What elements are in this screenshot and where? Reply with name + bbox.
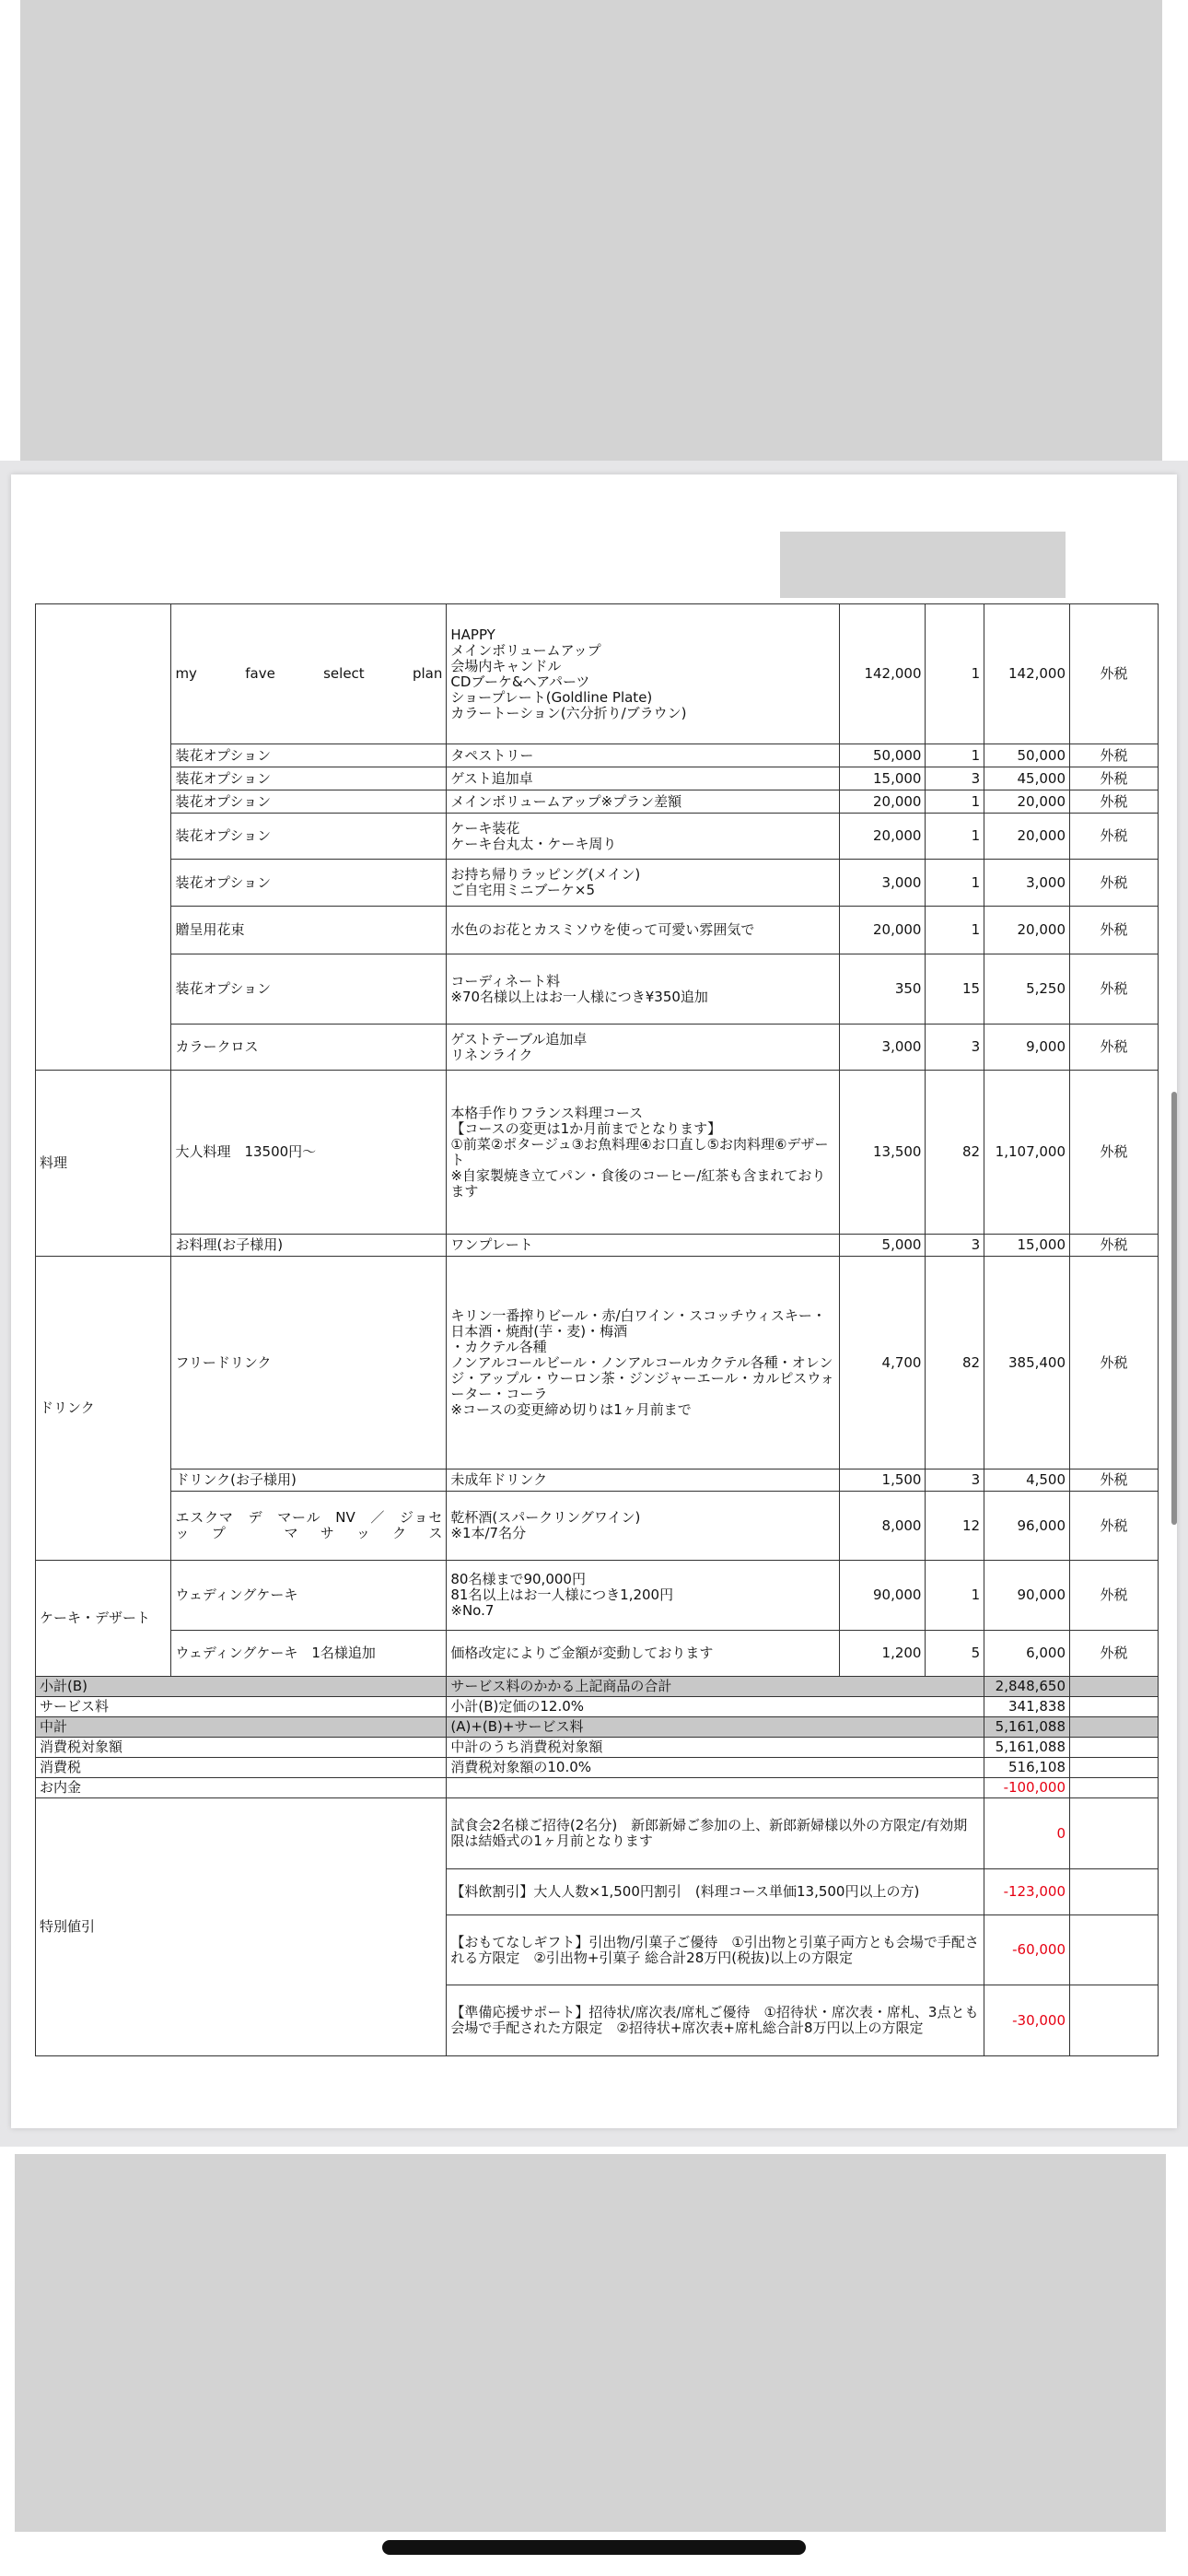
item-cell: お料理(お子様用) <box>171 1235 447 1257</box>
item-cell: my fave select plan <box>171 604 447 744</box>
tax-cell: 外税 <box>1070 1025 1159 1071</box>
unit-price-cell: 5,000 <box>839 1235 926 1257</box>
amount-cell: 385,400 <box>984 1257 1070 1469</box>
description-cell: HAPPY メインボリュームアップ 会場内キャンドル CDブーケ&ヘアパーツ ショープレート(Goldline Plate) カラートーション(六分折り/ブラウン) <box>447 604 839 744</box>
table-row <box>36 1257 1159 1469</box>
description-cell: 未成年ドリンク <box>447 1469 839 1492</box>
subtotal-row <box>36 1677 1159 1697</box>
amount-cell: 50,000 <box>984 744 1070 767</box>
discount-amount: 0 <box>984 1798 1070 1869</box>
unit-price-cell: 20,000 <box>839 790 926 814</box>
description-cell: キリン一番搾りビール・赤/白ワイン・スコッチウィスキー・日本酒・焼酎(芋・麦)・梅酒 ・カクテル各種 ノンアルコールビール・ノンアルコールカクテル各種・オレンジ・アップル・ウーロン茶・ジンジャーエール・カルピスウォーター・コーラ ※コースの変更締め切りは1ヶ月前まで <box>447 1257 839 1469</box>
unit-price-cell: 350 <box>839 954 926 1025</box>
summary-amount: 341,838 <box>984 1697 1070 1717</box>
deposit-row <box>36 1778 1159 1798</box>
midtotal-row <box>36 1717 1159 1738</box>
discount-label: 特別値引 <box>36 1798 447 2056</box>
amount-cell: 9,000 <box>984 1025 1070 1071</box>
table-row <box>36 604 1159 744</box>
table-row <box>36 1071 1159 1235</box>
unit-price-cell: 20,000 <box>839 814 926 860</box>
category-cell: ドリンク <box>36 1257 171 1561</box>
description-cell: ワンプレート <box>447 1235 839 1257</box>
previous-page <box>0 0 1188 461</box>
discount-description: 試食会2名様ご招待(2名分) 新郎新婦ご参加の上、新郎新婦様以外の方限定/有効期限は結婚式の1ヶ月前となります <box>447 1798 984 1869</box>
tax-cell: 外税 <box>1070 907 1159 954</box>
quantity-cell: 82 <box>926 1257 984 1469</box>
tax-cell: 外税 <box>1070 1469 1159 1492</box>
item-cell: 装花オプション <box>171 954 447 1025</box>
unit-price-cell: 3,000 <box>839 1025 926 1071</box>
item-cell: 装花オプション <box>171 814 447 860</box>
description-cell: メインボリュームアップ※プラン差額 <box>447 790 839 814</box>
tax-cell: 外税 <box>1070 814 1159 860</box>
description-cell: 本格手作りフランス料理コース 【コースの変更は1か月前までとなります】 ①前菜②ポタージュ③お魚料理④お口直し⑤お肉料理⑥デザート ※自家製焼き立てパン・食後のコーヒー/紅茶も含まれております <box>447 1071 839 1235</box>
summary-label: お内金 <box>36 1778 447 1798</box>
amount-cell: 3,000 <box>984 860 1070 907</box>
table-row <box>36 744 1159 767</box>
summary-amount: 516,108 <box>984 1758 1070 1778</box>
summary-description: (A)+(B)+サービス料 <box>447 1717 984 1738</box>
item-cell: 装花オプション <box>171 767 447 790</box>
summary-label: 消費税対象額 <box>36 1738 447 1758</box>
next-page <box>0 2147 1188 2576</box>
summary-description: サービス料のかかる上記商品の合計 <box>447 1677 984 1697</box>
unit-price-cell: 50,000 <box>839 744 926 767</box>
tax-cell: 外税 <box>1070 1071 1159 1235</box>
quantity-cell: 1 <box>926 814 984 860</box>
taxable-row <box>36 1738 1159 1758</box>
item-cell: カラークロス <box>171 1025 447 1071</box>
consumption-tax-row <box>36 1758 1159 1778</box>
discount-description: 【おもてなしギフト】引出物/引菓子ご優待 ①引出物と引菓子両方とも会場で手配される方限定 ②引出物+引菓子 総合計28万円(税抜)以上の方限定 <box>447 1915 984 1985</box>
discount-description: 【準備応援サポート】招待状/席次表/席札ご優待 ①招待状・席次表・席札、3点とも会場で手配された方限定 ②招待状+席次表+席札総合計8万円以上の方限定 <box>447 1985 984 2056</box>
amount-cell: 20,000 <box>984 790 1070 814</box>
redacted-area <box>20 0 1162 461</box>
tax-cell: 外税 <box>1070 1492 1159 1561</box>
quantity-cell: 15 <box>926 954 984 1025</box>
unit-price-cell: 4,700 <box>839 1257 926 1469</box>
summary-description <box>447 1778 984 1798</box>
quantity-cell: 3 <box>926 1235 984 1257</box>
discount-amount: -60,000 <box>984 1915 1070 1985</box>
amount-cell: 1,107,000 <box>984 1071 1070 1235</box>
tax-cell: 外税 <box>1070 1631 1159 1677</box>
category-cell: 料理 <box>36 1071 171 1257</box>
table-row <box>36 1235 1159 1257</box>
amount-cell: 20,000 <box>984 814 1070 860</box>
description-cell: 80名様まで90,000円 81名以上はお一人様につき1,200円 ※No.7 <box>447 1561 839 1631</box>
unit-price-cell: 1,200 <box>839 1631 926 1677</box>
category-cell <box>36 604 171 1071</box>
description-cell: コーディネート料 ※70名様以上はお一人様につき¥350追加 <box>447 954 839 1025</box>
unit-price-cell: 8,000 <box>839 1492 926 1561</box>
tax-cell: 外税 <box>1070 1561 1159 1631</box>
service-fee-row <box>36 1697 1159 1717</box>
discount-row <box>36 1798 1159 1869</box>
redacted-area <box>15 2154 1166 2532</box>
quantity-cell: 12 <box>926 1492 984 1561</box>
description-cell: ケーキ装花 ケーキ台丸太・ケーキ周り <box>447 814 839 860</box>
item-cell: フリードリンク <box>171 1257 447 1469</box>
quantity-cell: 1 <box>926 1561 984 1631</box>
tax-cell: 外税 <box>1070 1235 1159 1257</box>
unit-price-cell: 20,000 <box>839 907 926 954</box>
tax-cell: 外税 <box>1070 744 1159 767</box>
summary-amount: 5,161,088 <box>984 1738 1070 1758</box>
discount-description: 【料飲割引】大人人数×1,500円割引 (料理コース単価13,500円以上の方) <box>447 1869 984 1915</box>
summary-label: サービス料 <box>36 1697 447 1717</box>
home-indicator[interactable] <box>382 2540 806 2555</box>
discount-amount: -30,000 <box>984 1985 1070 2056</box>
table-row <box>36 954 1159 1025</box>
amount-cell: 6,000 <box>984 1631 1070 1677</box>
unit-price-cell: 13,500 <box>839 1071 926 1235</box>
description-cell: 乾杯酒(スパークリングワイン) ※1本/7名分 <box>447 1492 839 1561</box>
unit-price-cell: 90,000 <box>839 1561 926 1631</box>
item-cell: ウェディングケーキ <box>171 1561 447 1631</box>
tax-cell: 外税 <box>1070 790 1159 814</box>
amount-cell: 4,500 <box>984 1469 1070 1492</box>
tax-cell: 外税 <box>1070 604 1159 744</box>
table-row <box>36 790 1159 814</box>
amount-cell: 20,000 <box>984 907 1070 954</box>
quantity-cell: 1 <box>926 860 984 907</box>
quantity-cell: 1 <box>926 907 984 954</box>
table-row <box>36 860 1159 907</box>
unit-price-cell: 1,500 <box>839 1469 926 1492</box>
summary-amount: 2,848,650 <box>984 1677 1070 1697</box>
item-cell: 大人料理 13500円〜 <box>171 1071 447 1235</box>
unit-price-cell: 3,000 <box>839 860 926 907</box>
table-row <box>36 907 1159 954</box>
quantity-cell: 5 <box>926 1631 984 1677</box>
summary-description: 小計(B)定価の12.0% <box>447 1697 984 1717</box>
quantity-cell: 3 <box>926 1469 984 1492</box>
description-cell: ゲストテーブル追加卓 リネンライク <box>447 1025 839 1071</box>
item-cell: 装花オプション <box>171 790 447 814</box>
summary-description: 消費税対象額の10.0% <box>447 1758 984 1778</box>
summary-label: 中計 <box>36 1717 447 1738</box>
amount-cell: 15,000 <box>984 1235 1070 1257</box>
amount-cell: 142,000 <box>984 604 1070 744</box>
item-cell: 装花オプション <box>171 744 447 767</box>
amount-cell: 45,000 <box>984 767 1070 790</box>
item-cell: エスクマ デ マール NV ／ ジョセップ マサックス <box>171 1492 447 1561</box>
quantity-cell: 1 <box>926 744 984 767</box>
table-row <box>36 1492 1159 1561</box>
quantity-cell: 3 <box>926 767 984 790</box>
table-row <box>36 767 1159 790</box>
item-cell: ウェディングケーキ 1名様追加 <box>171 1631 447 1677</box>
quantity-cell: 1 <box>926 604 984 744</box>
tax-cell: 外税 <box>1070 954 1159 1025</box>
table-row <box>36 1025 1159 1071</box>
quantity-cell: 82 <box>926 1071 984 1235</box>
discount-amount: -123,000 <box>984 1869 1070 1915</box>
unit-price-cell: 15,000 <box>839 767 926 790</box>
description-cell: 水色のお花とカスミソウを使って可愛い雰囲気で <box>447 907 839 954</box>
scrollbar[interactable] <box>1171 1092 1177 1525</box>
tax-cell: 外税 <box>1070 1257 1159 1469</box>
estimate-page <box>11 474 1177 2128</box>
estimate-table <box>35 603 1159 2056</box>
amount-cell: 96,000 <box>984 1492 1070 1561</box>
item-cell: 贈呈用花束 <box>171 907 447 954</box>
category-cell: ケーキ・デザート <box>36 1561 171 1677</box>
description-cell: タペストリー <box>447 744 839 767</box>
item-cell: ドリンク(お子様用) <box>171 1469 447 1492</box>
table-row <box>36 1561 1159 1631</box>
tax-cell: 外税 <box>1070 767 1159 790</box>
description-cell: ゲスト追加卓 <box>447 767 839 790</box>
table-row <box>36 1469 1159 1492</box>
summary-label: 小計(B) <box>36 1677 447 1697</box>
amount-cell: 5,250 <box>984 954 1070 1025</box>
amount-cell: 90,000 <box>984 1561 1070 1631</box>
description-cell: 価格改定によりご金額が変動しております <box>447 1631 839 1677</box>
description-cell: お持ち帰りラッピング(メイン) ご自宅用ミニブーケ×5 <box>447 860 839 907</box>
summary-amount: -100,000 <box>984 1778 1070 1798</box>
item-cell: 装花オプション <box>171 860 447 907</box>
summary-amount: 5,161,088 <box>984 1717 1070 1738</box>
table-row <box>36 1631 1159 1677</box>
unit-price-cell: 142,000 <box>839 604 926 744</box>
summary-description: 中計のうち消費税対象額 <box>447 1738 984 1758</box>
table-row <box>36 814 1159 860</box>
quantity-cell: 1 <box>926 790 984 814</box>
summary-label: 消費税 <box>36 1758 447 1778</box>
redacted-box <box>780 532 1066 598</box>
quantity-cell: 3 <box>926 1025 984 1071</box>
tax-cell: 外税 <box>1070 860 1159 907</box>
